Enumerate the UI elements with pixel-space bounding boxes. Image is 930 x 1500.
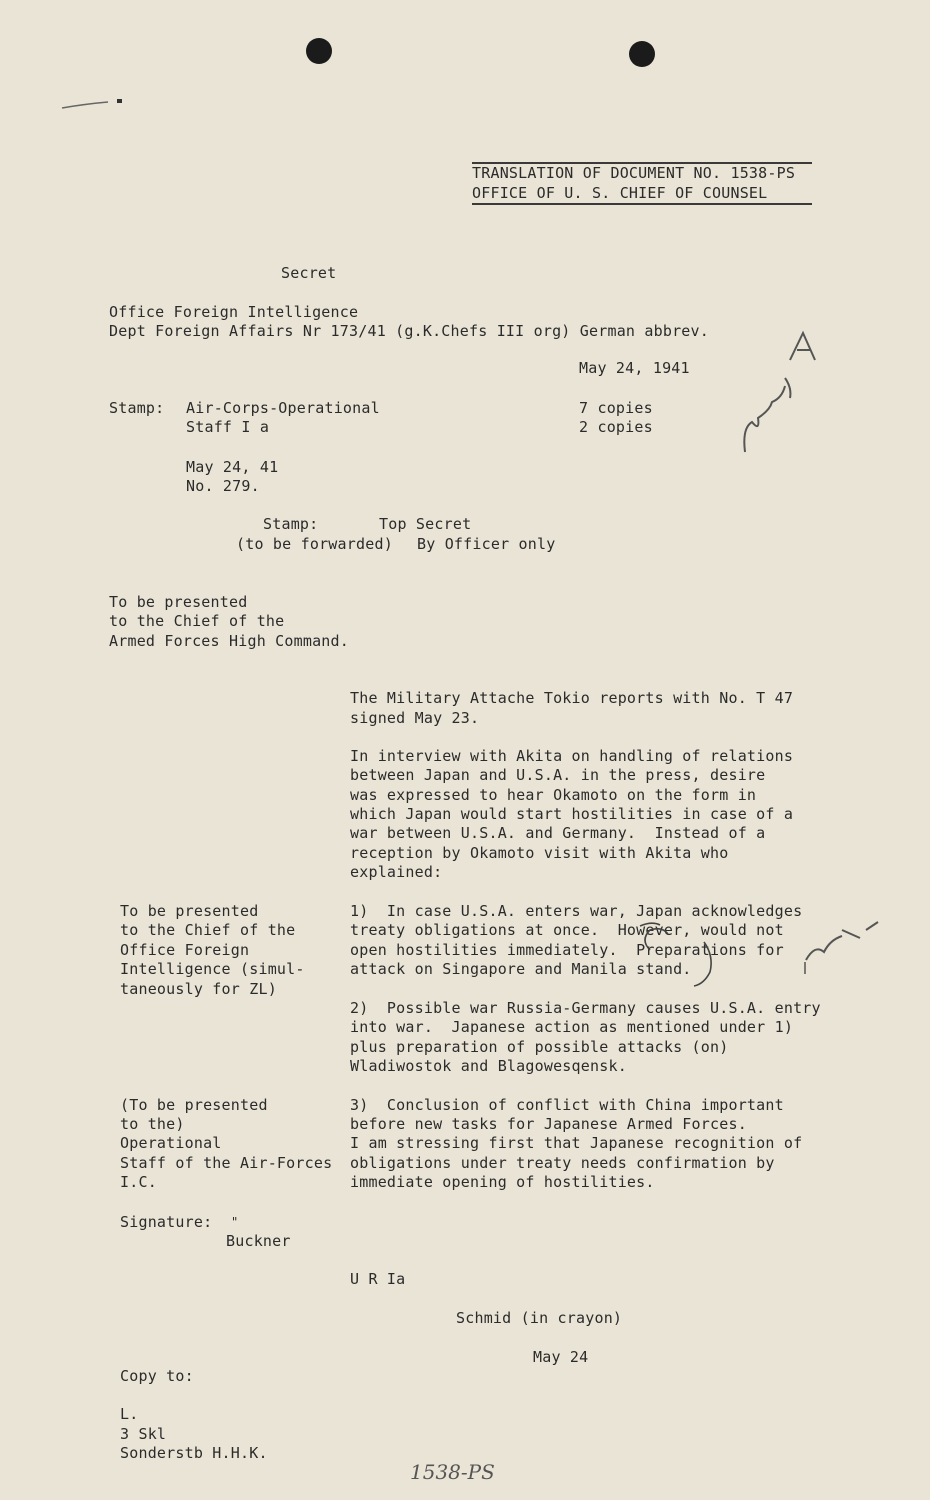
margin-scribble (806, 936, 842, 960)
urla-note: U R Ia (350, 1270, 406, 1288)
margin-tick (785, 378, 790, 398)
point1-line: 1) In case U.S.A. enters war, Japan acknowledges (350, 902, 803, 920)
stamp-number: No. 279. (186, 477, 260, 495)
point3-line: 3) Conclusion of conflict with China important (350, 1096, 784, 1114)
point2-line: plus preparation of possible attacks (on) (350, 1038, 729, 1056)
classification: Secret (281, 264, 337, 282)
signature-name: Buckner (226, 1232, 291, 1250)
copies-2: 2 copies (579, 418, 653, 436)
stamp2-sub-value: By Officer only (417, 535, 556, 553)
margin-initials-a (790, 333, 815, 360)
copies-1: 7 copies (579, 399, 653, 417)
interview-line: was expressed to hear Okamoto on the form in (350, 786, 757, 804)
point1-line: open hostilities immediately. Preparations for (350, 941, 784, 959)
stamp2-value: Top Secret (379, 515, 472, 533)
interview-line: war between U.S.A. and Germany. Instead of a (350, 824, 766, 842)
presented3-line: (To be presented (120, 1096, 268, 1114)
however-mark (640, 923, 660, 926)
presented3-line: Operational (120, 1134, 222, 1152)
presented2-line: taneously for ZL) (120, 980, 277, 998)
copy-to-item: Sonderstb H.H.K. (120, 1444, 268, 1462)
margin-arrow (842, 922, 878, 938)
stamp-date: May 24, 41 (186, 458, 279, 476)
stamp2-sub-label: (to be forwarded) (236, 535, 393, 553)
point2-line: Wladiwostok and Blagowesqensk. (350, 1057, 627, 1075)
office-line-2: Dept Foreign Affairs Nr 173/41 (g.K.Chefs III org) German abbrev. (109, 322, 709, 340)
interview-line: which Japan would start hostilities in case of a (350, 805, 794, 823)
signature-quote: " (231, 1215, 239, 1229)
copy-to-item: L. (120, 1405, 139, 1423)
stamp-label: Stamp: (109, 399, 165, 417)
point3-line: before new tasks for Japanese Armed Forces. (350, 1115, 747, 1133)
report-intro-line: The Military Attache Tokio reports with No. T 47 (350, 689, 794, 707)
stamp-line-1: Air-Corps-Operational (186, 399, 380, 417)
office-line-1: Office Foreign Intelligence (109, 303, 359, 321)
presented1-line: Armed Forces High Command. (109, 632, 349, 650)
stamp-line-2: Staff I a (186, 418, 270, 436)
interview-line: reception by Okamoto visit with Akita who (350, 844, 729, 862)
presented3-line: to the) (120, 1115, 185, 1133)
copy-to-item: 3 Skl (120, 1425, 167, 1443)
pencil-circle-left (645, 929, 668, 950)
presented2-line: Intelligence (simul- (120, 960, 305, 978)
handwritten-doc-number: 1538-PS (410, 1460, 495, 1484)
interview-line: In interview with Akita on handling of relations (350, 747, 794, 765)
signature-label: Signature: (120, 1213, 213, 1231)
point1-line: attack on Singapore and Manila stand. (350, 960, 692, 978)
document-date: May 24, 1941 (579, 359, 690, 377)
stray-mark (62, 102, 108, 108)
report-intro-line: signed May 23. (350, 709, 480, 727)
copy-to-label: Copy to: (120, 1367, 194, 1385)
stamp2-label: Stamp: (263, 515, 319, 533)
presented2-line: Office Foreign (120, 941, 250, 959)
schmid-note: Schmid (in crayon) (456, 1309, 623, 1327)
presented3-line: I.C. (120, 1173, 157, 1191)
point3-line: immediate opening of hostilities. (350, 1173, 655, 1191)
point3-line: obligations under treaty needs confirmation by (350, 1154, 775, 1172)
presented1-line: to the Chief of the (109, 612, 285, 630)
point3-line: I am stressing first that Japanese recognition of (350, 1134, 803, 1152)
point1-line: treaty obligations at once. However, would not (350, 921, 784, 939)
presented2-line: To be presented (120, 902, 259, 920)
stray-dot (117, 99, 122, 103)
interview-line: between Japan and U.S.A. in the press, desire (350, 766, 766, 784)
interview-line: explained: (350, 863, 443, 881)
presented1-line: To be presented (109, 593, 248, 611)
header-line-2: OFFICE OF U. S. CHIEF OF COUNSEL (472, 184, 812, 206)
point2-line: into war. Japanese action as mentioned under 1) (350, 1018, 794, 1036)
may24-note: May 24 (533, 1348, 589, 1366)
header-line-1: TRANSLATION OF DOCUMENT NO. 1538-PS (472, 164, 796, 182)
presented3-line: Staff of the Air-Forces (120, 1154, 333, 1172)
presented2-line: to the Chief of the (120, 921, 296, 939)
pencil-circle-right (694, 942, 711, 986)
margin-initials (744, 386, 785, 452)
point2-line: 2) Possible war Russia-Germany causes U.S.A. entry (350, 999, 821, 1017)
